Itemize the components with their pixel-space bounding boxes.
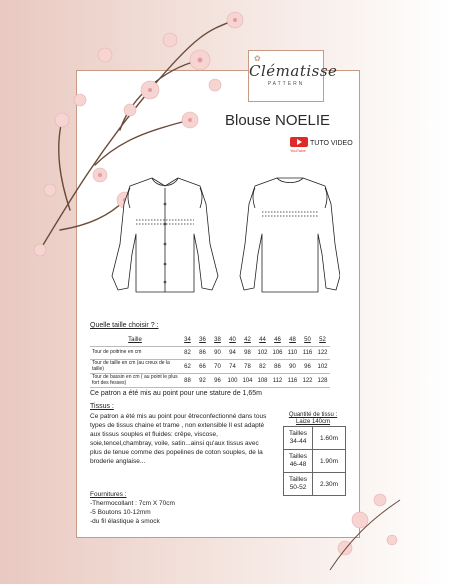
- table-cell: 86: [270, 360, 285, 374]
- table-cell: 78: [240, 360, 255, 374]
- fabric-quantity-title: Quantité de tissu : Laize 140cm: [288, 412, 338, 425]
- flower-icon: ✿: [254, 54, 261, 63]
- size-range-cell: Tailles 50-52: [284, 473, 313, 496]
- size-header-row: [90, 334, 330, 347]
- supply-item: -du fil élastique à smock: [90, 518, 160, 525]
- table-row: [284, 473, 346, 496]
- table-cell: 82: [180, 347, 195, 360]
- table-cell: 90: [210, 347, 225, 360]
- table-cell: 100: [225, 374, 240, 388]
- table-cell: 122: [300, 374, 315, 388]
- table-row: [90, 347, 330, 360]
- table-cell: 86: [195, 347, 210, 360]
- fabrics-text-block: [90, 412, 268, 466]
- supplies-block: [90, 490, 175, 526]
- blouse-technical-drawing: [90, 164, 340, 304]
- fabric-length-cell: 1.90m: [313, 450, 346, 473]
- table-cell: 102: [255, 347, 270, 360]
- supplies-heading: Fournitures :: [90, 491, 127, 498]
- row-label: Tour de taille en cm (au creux de la taille): [90, 360, 180, 374]
- fabric-quantity-table: [283, 426, 346, 496]
- table-cell: 70: [210, 360, 225, 374]
- size-col: 52: [315, 334, 330, 347]
- tuto-video-label[interactable]: TUTO VIDEO: [310, 140, 353, 147]
- brand-logo: [248, 50, 338, 102]
- fabric-length-cell: 1.60m: [313, 427, 346, 450]
- fabrics-text: Ce patron a été mis au point pour êtreconfectionné dans tous types de tissus chaine et trame , non extensible Il est adapté aux tissus souples et fluides: crêpe, viscose, soie,tencel,chambray, voile, satin...ainsi qu'aux tissus avec plus de tenue comme des popelines de coton souples, de la broderie anglaise...: [90, 413, 267, 465]
- table-row: [90, 374, 330, 388]
- size-range-cell: Tailles 46-48: [284, 450, 313, 473]
- table-cell: 92: [195, 374, 210, 388]
- row-label: Tour de poitrine en cm: [90, 347, 180, 360]
- table-cell: 88: [180, 374, 195, 388]
- size-col: 38: [210, 334, 225, 347]
- stature-note: Ce patron a été mis au point pour une stature de 1,65m: [90, 390, 262, 397]
- table-cell: 110: [285, 347, 300, 360]
- table-cell: 94: [225, 347, 240, 360]
- size-col: 34: [180, 334, 195, 347]
- table-cell: 98: [240, 347, 255, 360]
- size-col: 44: [255, 334, 270, 347]
- size-col: 40: [225, 334, 240, 347]
- fabrics-heading: Tissus :: [90, 403, 114, 410]
- supply-item: -5 Boutons 10-12mm: [90, 509, 151, 516]
- pattern-title: Blouse NOELIE: [225, 112, 331, 129]
- size-col: 42: [240, 334, 255, 347]
- table-cell: 108: [255, 374, 270, 388]
- size-header-label: Taille: [90, 334, 180, 347]
- fabric-length-cell: 2.30m: [313, 473, 346, 496]
- table-cell: 104: [240, 374, 255, 388]
- row-label: Tour de bassin en cm ( au point le plus fort des fesses): [90, 374, 180, 388]
- table-cell: 82: [255, 360, 270, 374]
- size-col: 48: [285, 334, 300, 347]
- table-cell: 128: [315, 374, 330, 388]
- table-cell: 66: [195, 360, 210, 374]
- table-cell: 102: [315, 360, 330, 374]
- size-col: 46: [270, 334, 285, 347]
- table-cell: 106: [270, 347, 285, 360]
- table-row: [90, 360, 330, 374]
- table-cell: 122: [315, 347, 330, 360]
- table-cell: 74: [225, 360, 240, 374]
- table-cell: 116: [300, 347, 315, 360]
- youtube-small-label: YouTube: [290, 148, 306, 153]
- table-cell: 96: [210, 374, 225, 388]
- size-chart-table: [90, 334, 330, 388]
- table-cell: 96: [300, 360, 315, 374]
- supply-item: -Thermocollant : 7cm X 70cm: [90, 500, 175, 507]
- brand-name: Clématisse: [249, 62, 338, 80]
- table-cell: 116: [285, 374, 300, 388]
- table-cell: 112: [270, 374, 285, 388]
- size-col: 50: [300, 334, 315, 347]
- table-cell: 90: [285, 360, 300, 374]
- table-cell: 62: [180, 360, 195, 374]
- size-range-cell: Tailles 34-44: [284, 427, 313, 450]
- size-col: 36: [195, 334, 210, 347]
- table-row: [284, 450, 346, 473]
- size-section-heading: Quelle taille choisir ? :: [90, 322, 159, 329]
- table-row: [284, 427, 346, 450]
- youtube-play-icon: [290, 137, 308, 147]
- brand-subtitle: PATTERN: [267, 81, 305, 87]
